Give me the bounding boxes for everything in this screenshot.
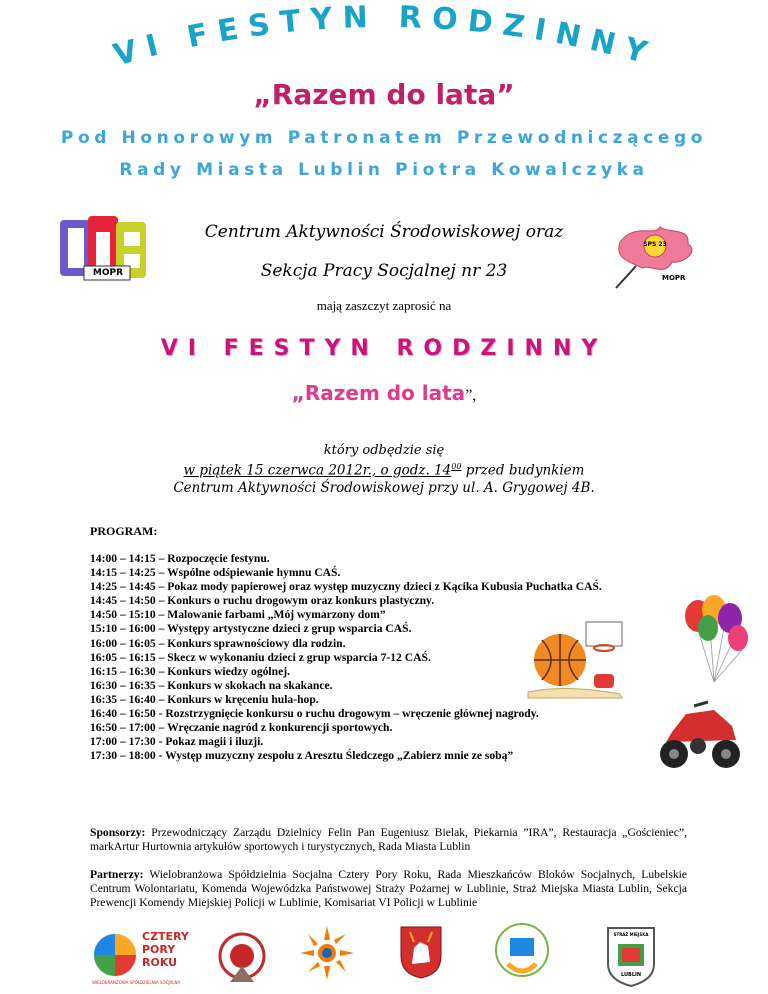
cztery-sub: WIELOBRANŻOWA SPÓŁDZIELNIA SOCJALNA xyxy=(92,980,181,985)
fire-brigade-logo xyxy=(216,926,268,990)
event-subtitle xyxy=(0,381,768,405)
program-item: 16:30 – 16:35 – Konkurs w skokach na skakance. xyxy=(90,678,333,692)
organizer-line-2: Sekcja Pracy Socjalnej nr 23 xyxy=(260,261,508,281)
event-title: VI FESTYN RODZINNY xyxy=(160,336,608,361)
cztery-line-1: CZTERY xyxy=(142,930,189,943)
program-heading: PROGRAM: xyxy=(90,524,158,538)
patronage-line-2: Rady Miasta Lublin Piotra Kowalczyka xyxy=(119,160,649,180)
sps-logo-sub: MOPR xyxy=(662,274,686,282)
basketball-image xyxy=(526,618,630,700)
city-guard-bottom: LUBLIN xyxy=(620,972,642,978)
cas-logo-sub: MOPR xyxy=(92,268,124,278)
invite-text: mają zaszczyt zaprosić na xyxy=(316,298,452,313)
partners-text: Wielobranżowa Spółdzielnia Socjalna Cztery Pory Roku, Rada Mieszkańców Bloków Socjalnych, Lubelskie Centrum Wolontariatu, Komenda Wojewódzka Państwowej Straży Pożarnej w Lublinie, Straż Miejska Miasta Lublin, Sekcja Prewencji Komendy Miejskiej Policji w Lublinie, Komisariat VI Policji w Lublinie xyxy=(90,868,687,909)
lublin-coat-of-arms xyxy=(398,924,444,980)
event-hour-sup: 00 xyxy=(451,462,462,471)
title-line-2: „Razem do lata” xyxy=(253,78,515,111)
title-line-1: VI FESTYN RODZINNY xyxy=(109,0,661,74)
program-item: 14:00 – 14:15 – Rozpoczęcie festynu. xyxy=(90,552,270,565)
program-item: 16:35 – 16:40 – Konkurs w kręceniu hula-hop. xyxy=(90,692,319,706)
event-subtitle-main: „Razem do lata xyxy=(291,381,466,405)
organizer-line-1: Centrum Aktywności Środowiskowej oraz xyxy=(204,222,564,242)
cztery-line-2: PORY xyxy=(142,943,176,956)
event-line-3: Centrum Aktywności Środowiskowej przy ul. A. Grygowej 4B. xyxy=(173,480,595,496)
program-item: 16:50 – 17:00 – Wręczanie nagród z konkurencji sportowych. xyxy=(90,721,393,735)
program-item: 16:00 – 16:05 – Konkurs sprawnościowy dla rodzin. xyxy=(90,636,346,650)
program-item: 16:05 – 16:15 – Skecz w wykonaniu dzieci z grup wsparcia 7-12 CAŚ. xyxy=(90,650,431,664)
program-item: 15:10 – 16:00 – Występy artystyczne dzieci z grup wsparcia CAŚ. xyxy=(90,622,412,636)
city-guard-top: STRAŻ MIEJSKA xyxy=(613,932,649,937)
sps-logo-text: SPS 23 xyxy=(643,241,667,248)
partners-paragraph xyxy=(90,868,687,910)
program-item: 14:15 – 14:25 – Wspólne odśpiewanie hymnu CAŚ. xyxy=(90,566,341,580)
sponsors-text: Przewodniczący Zarządu Dzielnicy Felin Pan Eugeniusz Bielak, Piekarnia ”IRA”, Restauracja „Gościeniec”, markArtur Hurtownia artykułów sportowych i turystycznych, Rada Miasta Lublin xyxy=(90,826,687,853)
balloons-image xyxy=(680,590,750,686)
sun-logo xyxy=(298,924,356,982)
title-arc xyxy=(0,0,768,80)
cztery-pory-roku-logo xyxy=(92,930,204,988)
program-item: 14:45 – 14:50 – Konkurs o ruchu drogowym oraz konkurs plastyczny. xyxy=(90,594,435,608)
program-item: 16:40 – 16:50 - Rozstrzygnięcie konkursu o ruchu drogowym – wręczenie głównej nagrody. xyxy=(90,707,539,721)
partners-label: Partnerzy: xyxy=(90,868,144,881)
event-line-2 xyxy=(0,462,768,479)
event-date: w piątek 15 czerwca 2012r., o godz. 14 xyxy=(183,462,452,479)
program-item: 16:15 – 16:30 – Konkurs wiedzy ogólnej. xyxy=(90,664,290,678)
event-subtitle-tail: ”, xyxy=(465,387,477,404)
sponsors-label: Sponsorzy: xyxy=(90,826,146,839)
event-place-intro: przed budynkiem xyxy=(461,462,585,479)
residents-council-logo xyxy=(494,920,550,984)
program-item: 14:25 – 14:45 – Pokaz mody papierowej oraz występ muzyczny dzieci z Kącika Kubusia Puchatka CAŚ. xyxy=(90,580,602,594)
program-item: 14:50 – 15:10 – Malowanie farbami „Mój wymarzony dom” xyxy=(90,608,386,622)
cztery-line-3: ROKU xyxy=(142,956,178,969)
program-item: 17:00 – 17:30 - Pokaz magii i iluzji. xyxy=(90,735,264,749)
program-item: 17:30 – 18:00 - Występ muzyczny zespołu z Aresztu Śledczego „Zabierz mnie ze sobą” xyxy=(90,749,514,763)
event-line-1: który odbędzie się xyxy=(323,443,445,458)
quad-bike-image xyxy=(656,696,746,774)
patronage-line-1: Pod Honorowym Patronatem Przewodniczącego xyxy=(60,128,708,148)
sponsors-paragraph xyxy=(90,826,687,854)
